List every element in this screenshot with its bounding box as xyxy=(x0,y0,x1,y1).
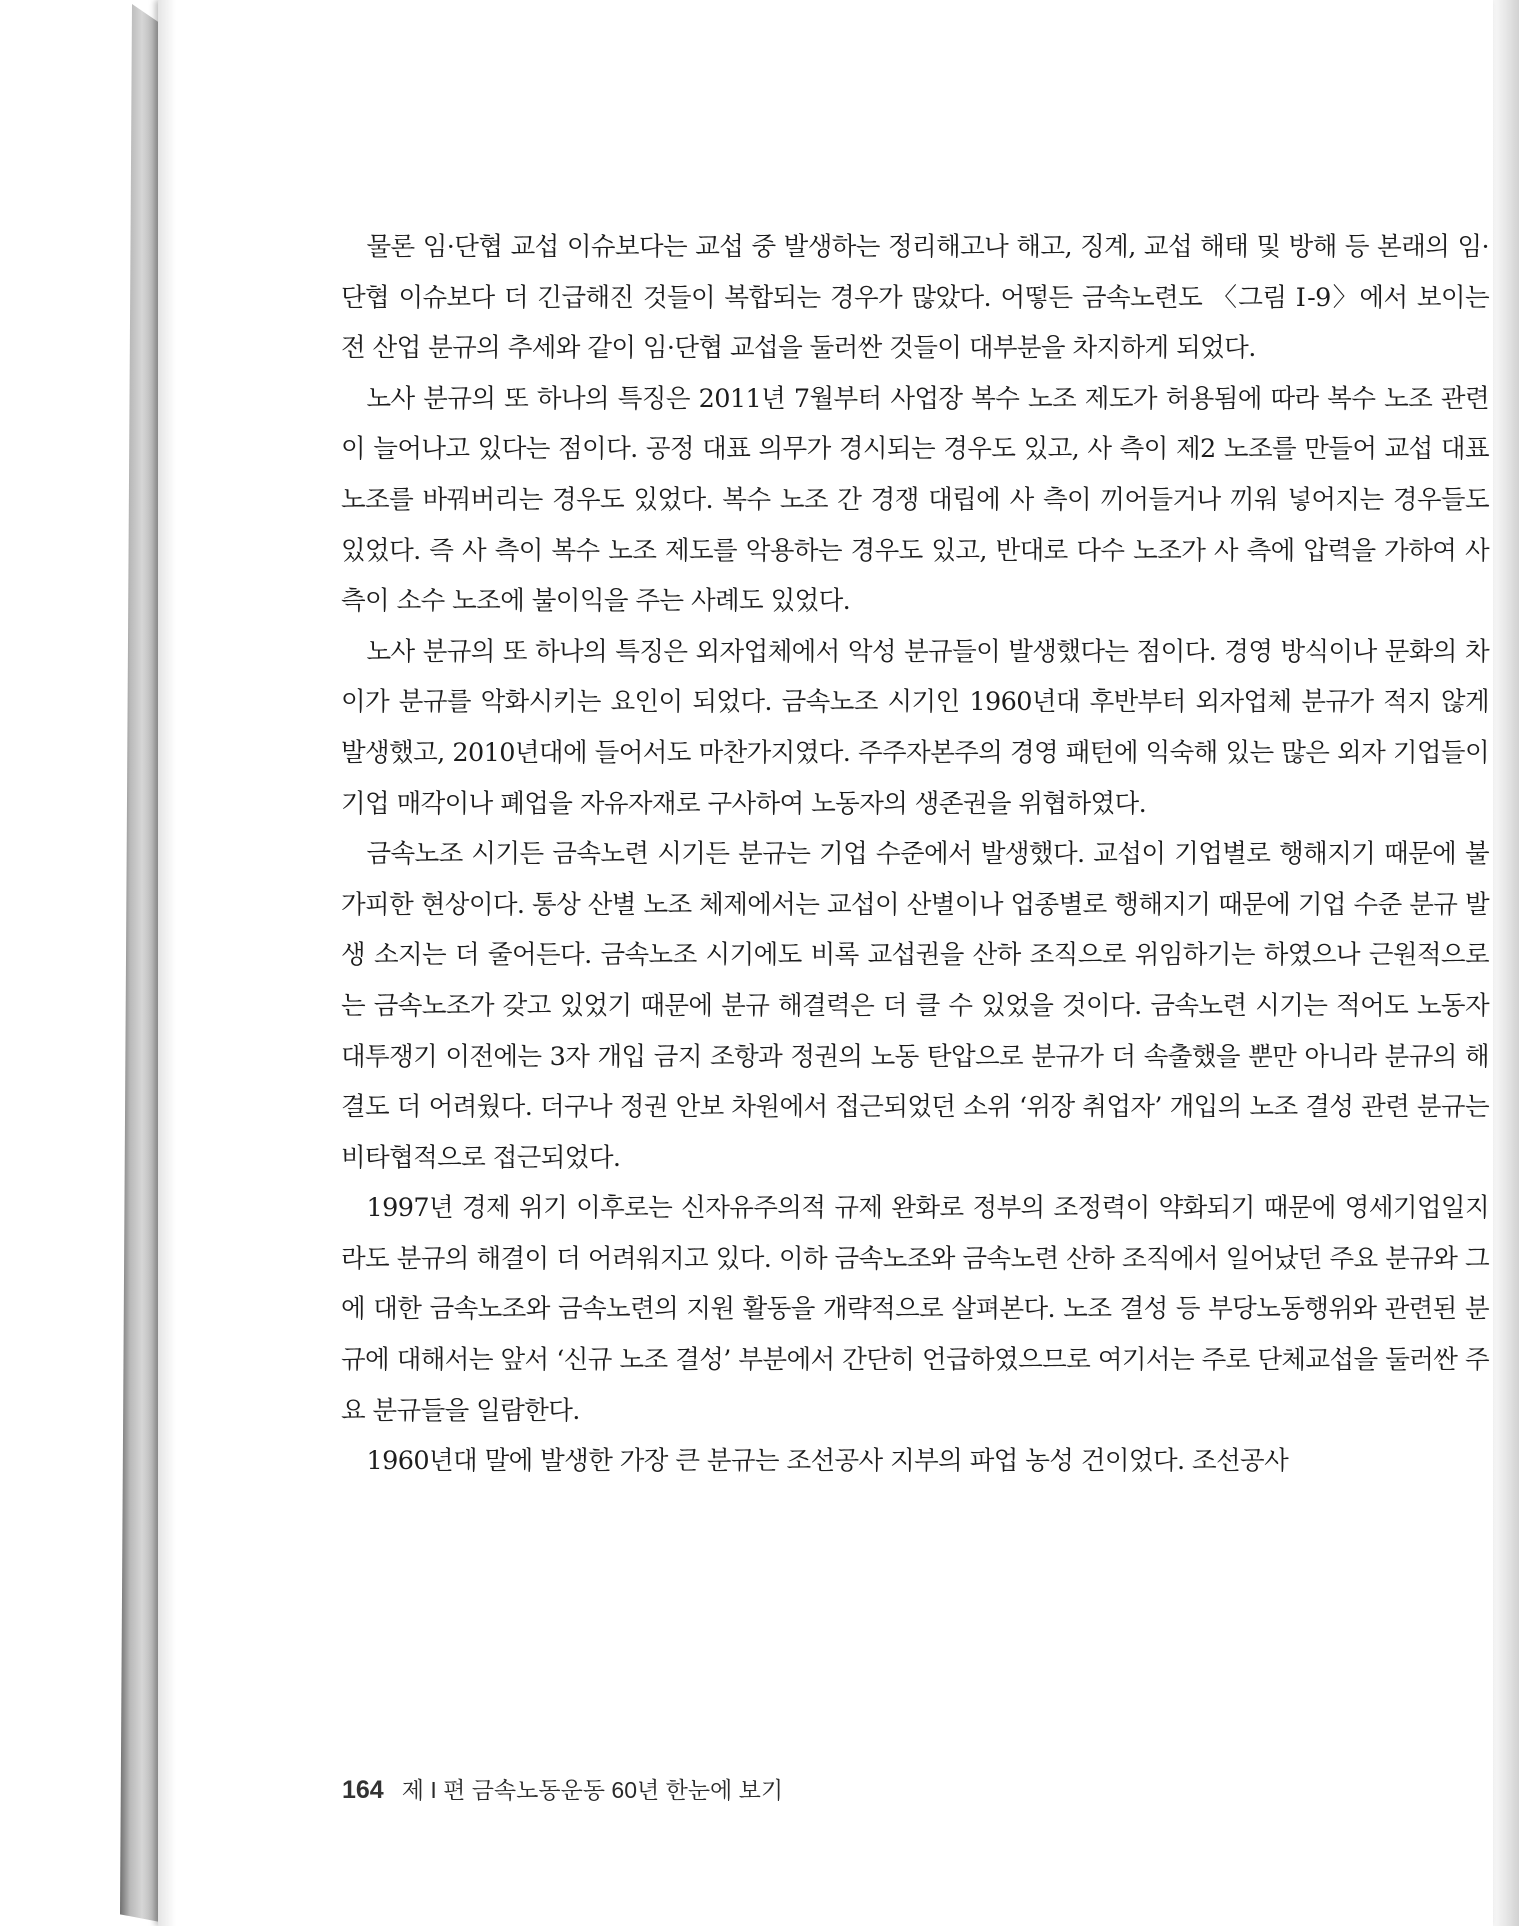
spine-band xyxy=(120,244,126,334)
book-page xyxy=(158,0,1493,1926)
page-shadow xyxy=(1489,0,1519,1926)
paragraph: 1960년대 말에 발생한 가장 큰 분규는 조선공사 지부의 파업 농성 건이었다. 조선공사 xyxy=(366,1446,1289,1477)
paragraph: 금속노조 시기든 금속노련 시기든 분규는 기업 수준에서 발생했다. 교섭이 기업별로 행해지기 때문에 불가피한 현상이다. 통상 산별 노조 체제에서는 교섭이 산별이나 업종별로 행해지기 때문에 기업 수준 분규 발생 소지는 더 줄어든다. 금속노조 시기에도 비록 교섭권을 산하 조직으로 위임하기는 하였으나 근원적으로는 금속노조가 갖고 있었기 때문에 분규 해결력은 더 클 수 있었을 것이다. 금속노련 시기는 적어도 노동자 대투쟁기 이전에는 3자 개입 금지 조항과 정권의 노동 탄압으로 분규가 더 속출했을 뿐만 아니라 분규의 해결도 더 어려웠다. 더구나 정권 안보 차원에서 접근되었던 소위 ‘위장 취업자’ 개입의 노조 결성 관련 분규는 비타협적으로 접근되었다. xyxy=(341,839,1489,1173)
book-spine-edge xyxy=(120,4,160,1922)
paragraph: 노사 분규의 또 하나의 특징은 외자업체에서 악성 분규들이 발생했다는 점이다. 경영 방식이나 문화의 차이가 분규를 악화시키는 요인이 되었다. 금속노조 시기인 1960년대 후반부터 외자업체 분규가 적지 않게 발생했고, 2010년대에 들어서도 마찬가지였다. 주주자본주의 경영 패턴에 익숙해 있는 많은 외자 기업들이 기업 매각이나 폐업을 자유자재로 구사하여 노동자의 생존권을 위협하였다. xyxy=(341,636,1489,819)
page-footer xyxy=(342,1772,783,1805)
page-number: 164 xyxy=(342,1776,384,1804)
paragraph: 노사 분규의 또 하나의 특징은 2011년 7월부터 사업장 복수 노조 제도가 허용됨에 따라 복수 노조 관련이 늘어나고 있다는 점이다. 공정 대표 의무가 경시되는 경우도 있고, 사 측이 제2 노조를 만들어 교섭 대표 노조를 바꿔버리는 경우도 있었다. 복수 노조 간 경쟁 대립에 사 측이 끼어들거나 끼워 넣어지는 경우들도 있었다. 즉 사 측이 복수 노조 제도를 악용하는 경우도 있고, 반대로 다수 노조가 사 측에 압력을 가하여 사 측이 소수 노조에 불이익을 주는 사례도 있었다. xyxy=(341,383,1489,617)
paragraph: 1997년 경제 위기 이후로는 신자유주의적 규제 완화로 정부의 조정력이 약화되기 때문에 영세기업일지라도 분규의 해결이 더 어려워지고 있다. 이하 금속노조와 금속노련 산하 조직에서 일어났던 주요 분규와 그에 대한 금속노조와 금속노련의 지원 활동을 개략적으로 살펴본다. 노조 결성 등 부당노동행위와 관련된 분규에 대해서는 앞서 ‘신규 노조 결성’ 부분에서 간단히 언급하였으므로 여기서는 주로 단체교섭을 둘러싼 주요 분규들을 일람한다. xyxy=(341,1193,1489,1426)
paragraph: 물론 임·단협 교섭 이슈보다는 교섭 중 발생하는 정리해고나 해고, 징계, 교섭 해태 및 방해 등 본래의 임·단협 이슈보다 더 긴급해진 것들이 복합되는 경우가 많았다. 어떻든 금속노련도 〈그림 Ⅰ-9〉에서 보이는 전 산업 분규의 추세와 같이 임·단협 교섭을 둘러싼 것들이 대부분을 차지하게 되었다. xyxy=(341,232,1489,364)
body-text xyxy=(341,222,1489,1487)
running-title: 제 I 편 금속노동운동 60년 한눈에 보기 xyxy=(401,1777,784,1803)
